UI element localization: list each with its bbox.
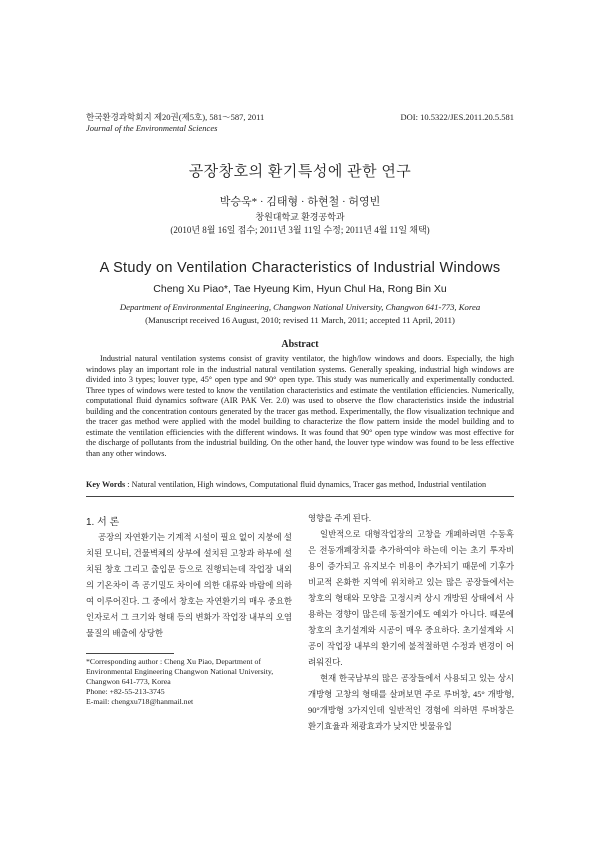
english-title: A Study on Ventilation Characteristics of Industrial Windows bbox=[99, 260, 501, 276]
footnote-line: Changwon 641-773, Korea bbox=[86, 677, 171, 686]
footnote-divider bbox=[86, 653, 174, 654]
footnote bbox=[86, 657, 292, 707]
korean-title: 공장창호의 환기특성에 관한 연구 bbox=[188, 164, 412, 180]
footnote-line: *Corresponding author : Cheng Xu Piao, Department of bbox=[86, 657, 261, 666]
english-dates: (Manuscript received 16 August, 2010; revised 11 March, 2011; accepted 11 April, 2011) bbox=[145, 315, 455, 325]
citation-korean: 한국환경과학회지 제20권(제5호), 581～587, 2011 bbox=[86, 112, 265, 122]
section-heading: 1. 서 론 bbox=[86, 517, 120, 528]
intro-right-column bbox=[308, 511, 514, 735]
journal-citation bbox=[86, 112, 264, 134]
keywords bbox=[86, 480, 514, 489]
intro-paragraph-3: 현재 한국남부의 많은 공장들에서 사용되고 있는 상시 개방형 고창의 형태를 살펴보면 주로 루버창, 45° 개방형, 90°개방형 3가지인데 일반적인 경험에 의하면 루버창은 환기효율과 채광효과가 낮지만 빗물유입 bbox=[308, 674, 514, 731]
keywords-text: : Natural ventilation, High windows, Computational fluid dynamics, Tracer gas method, Industrial ventilation bbox=[125, 480, 487, 489]
doi: DOI: 10.5322/JES.2011.20.5.581 bbox=[400, 112, 514, 122]
abstract-heading: Abstract bbox=[281, 339, 319, 350]
intro-paragraph-continuation: 영향을 주게 된다. bbox=[308, 514, 371, 523]
journal-name: Journal of the Environmental Sciences bbox=[86, 123, 218, 133]
abstract-text: Industrial natural ventilation systems consist of gravity ventilator, the high/low windows and doors. Especially, the high windows play an important role in the industrial natural ventilation systems. Generally speaking, industrial high windows are divided into 3 types; louver type, 45° open type and 90° open type. This study was numerically and experimentally conducted. Three types of windows were tested to know the ventilation characteristics and estimate the ventilation efficiencies. Numerically, computational fluid dynamics software (AIR PAK Ver. 2.0) was used to observe the flow characteristics inside the industrial building and the concentration contours generated by the tracer gas method. Experimentally, the flow visualization technique and the tracer gas method were applied with the model building to characterize the flow pattern inside the model building and to estimate the ventilation efficiencies with the different windows. It was found that 90° open type window was most effective for the discharge of pollutants from the industrial building. On the other hand, the louver type window was found to be less effective than any other windows. bbox=[86, 354, 514, 458]
footnote-email: E-mail: chengxu718@hanmail.net bbox=[86, 697, 194, 706]
korean-affiliation: 창원대학교 환경공학과 bbox=[255, 212, 345, 222]
divider bbox=[86, 496, 514, 497]
footnote-line: Environmental Engineering Changwon National University, bbox=[86, 667, 274, 676]
korean-authors: 박승욱* · 김태형 · 하현철 · 허영빈 bbox=[219, 196, 381, 208]
intro-paragraph-left: 공장의 자연환기는 기계적 시설이 필요 없이 지붕에 설치된 모니터, 건물벽체의 상부에 설치된 고창과 하부에 설치된 창호 그리고 출입문 등으로 진행되는데 작업장 내외의 기온차이 즉 공기밀도 차이에 의한 대류와 바람에 의하여 이루어진다. 그 중에서 창호는 자연환기의 매우 중요한 인자로서 그 크기와 형태 등의 변화가 작업장 내부의 오염물질의 배출에 상당한 bbox=[86, 533, 292, 638]
korean-dates: (2010년 8월 16일 접수; 2011년 3월 11일 수정; 2011년 4월 11일 채택) bbox=[170, 225, 430, 235]
keywords-label: Key Words bbox=[86, 480, 126, 489]
english-authors: Cheng Xu Piao*, Tae Hyeung Kim, Hyun Chul Ha, Rong Bin Xu bbox=[153, 283, 447, 295]
intro-paragraph-2: 일반적으로 대형작업장의 고창을 개폐하려면 수동혹은 전동개폐장치를 추가하여야 하는데 이는 초기 투자비용이 증가되고 유지보수 비용이 추가되기 때문에 기후가 비교적 온화한 지역에 위치하고 있는 많은 공장들에서는 창호의 형태와 모양을 고정시켜 상시 개방된 상태에서 사용하는 경향이 많은데 동절기에도 예외가 아니다. 때문에 창호의 초기설계와 시공이 매우 중요하다. 초기설계와 시공이 작업장 내부의 환기에 불적절하면 수정과 변경이 어려워진다. bbox=[308, 530, 514, 667]
english-affiliation: Department of Environmental Engineering, Changwon National University, Changwon 641-773, Korea bbox=[119, 302, 481, 312]
footnote-line: Phone: +82-55-213-3745 bbox=[86, 687, 165, 696]
